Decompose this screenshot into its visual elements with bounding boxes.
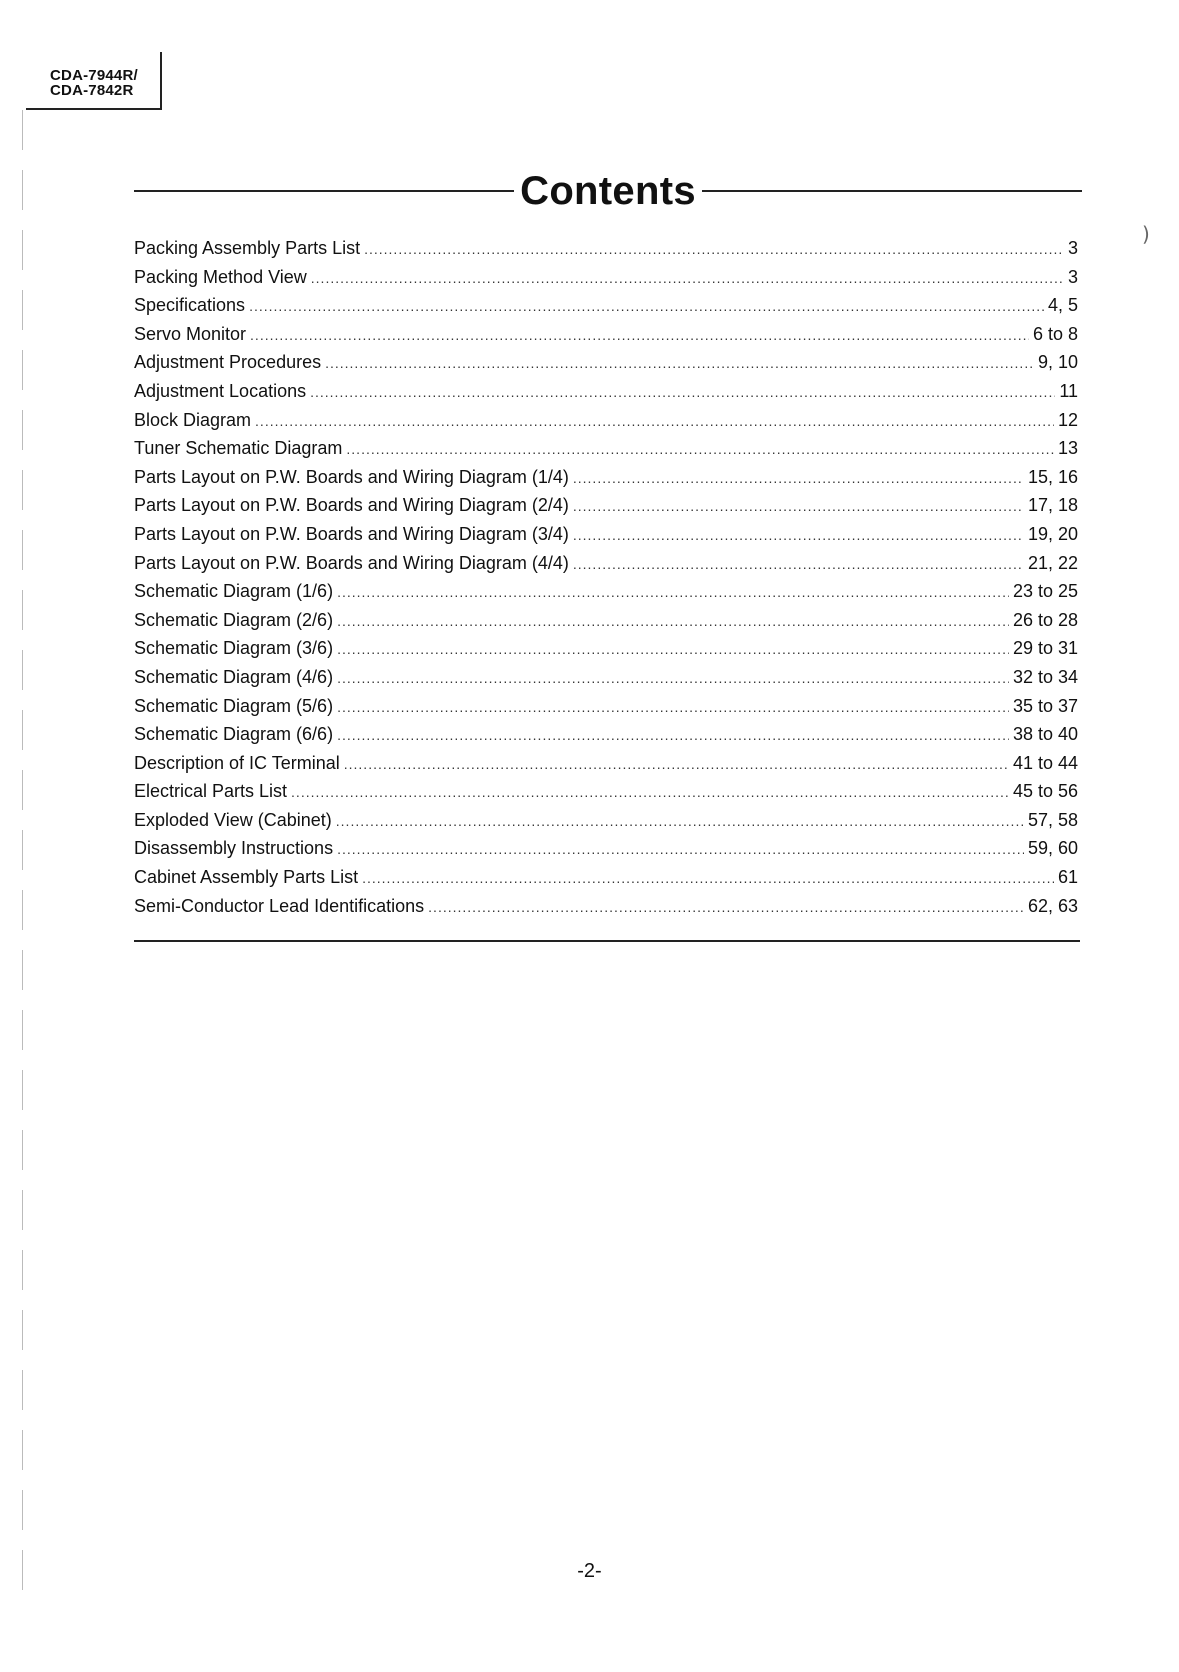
scan-artifact-mark: ) — [1142, 222, 1150, 246]
heading-rule-right — [702, 190, 1082, 192]
toc-entry-page: 26 to 28 — [1012, 609, 1078, 630]
toc-entry — [134, 320, 1078, 349]
toc-dot-leader — [364, 235, 1064, 264]
toc-entry — [134, 549, 1078, 578]
toc-entry — [134, 749, 1078, 778]
toc-dot-leader — [311, 264, 1064, 293]
toc-entry-title: Schematic Diagram (3/6) — [134, 638, 334, 659]
toc-entry-page: 57, 58 — [1027, 809, 1078, 830]
page-title: Contents — [520, 168, 696, 213]
toc-dot-leader — [310, 378, 1055, 407]
toc-entry-title: Cabinet Assembly Parts List — [134, 867, 359, 888]
model-number-line-2: CDA-7842R — [50, 82, 134, 99]
toc-entry-title: Parts Layout on P.W. Boards and Wiring Diagram (4/4) — [134, 552, 569, 573]
toc-entry-title: Schematic Diagram (2/6) — [134, 609, 334, 630]
toc-entry-page: 21, 22 — [1027, 552, 1078, 573]
toc-entry — [134, 463, 1078, 492]
toc-entry — [134, 263, 1078, 292]
toc-dot-leader — [337, 635, 1009, 664]
toc-entry-title: Electrical Parts List — [134, 781, 288, 802]
toc-entry — [134, 777, 1078, 806]
toc-dot-leader — [428, 893, 1024, 922]
toc-dot-leader — [346, 435, 1054, 464]
toc-dot-leader — [362, 864, 1054, 893]
toc-entry-title: Parts Layout on P.W. Boards and Wiring Diagram (3/4) — [134, 523, 569, 544]
toc-entry — [134, 892, 1078, 921]
toc-dot-leader — [250, 321, 1029, 350]
toc-entry-page: 61 — [1057, 867, 1078, 888]
toc-entry-title: Schematic Diagram (6/6) — [134, 724, 334, 745]
toc-dot-leader — [337, 578, 1009, 607]
toc-entry — [134, 720, 1078, 749]
toc-entry-title: Adjustment Procedures — [134, 352, 322, 373]
contents-bottom-rule — [134, 940, 1080, 942]
toc-entry-page: 17, 18 — [1027, 495, 1078, 516]
toc-entry-title: Schematic Diagram (5/6) — [134, 695, 334, 716]
toc-entry — [134, 434, 1078, 463]
toc-entry-title: Specifications — [134, 295, 246, 316]
toc-dot-leader — [573, 464, 1024, 493]
toc-entry-title: Schematic Diagram (1/6) — [134, 581, 334, 602]
toc-entry-page: 13 — [1057, 438, 1078, 459]
toc-entry-title: Parts Layout on P.W. Boards and Wiring Diagram (1/4) — [134, 466, 569, 487]
toc-entry-page: 3 — [1067, 266, 1078, 287]
model-number-line-1: CDA-7944R/ — [50, 67, 138, 84]
toc-entry — [134, 834, 1078, 863]
toc-entry-page: 29 to 31 — [1012, 638, 1078, 659]
contents-heading — [134, 165, 1082, 217]
toc-dot-leader — [337, 693, 1009, 722]
toc-dot-leader — [573, 521, 1024, 550]
toc-dot-leader — [344, 750, 1009, 779]
toc-entry-page: 35 to 37 — [1012, 695, 1078, 716]
toc-entry-page: 45 to 56 — [1012, 781, 1078, 802]
toc-entry-title: Adjustment Locations — [134, 380, 307, 401]
toc-dot-leader — [291, 778, 1009, 807]
toc-entry — [134, 863, 1078, 892]
toc-entry-page: 4, 5 — [1047, 295, 1078, 316]
toc-dot-leader — [337, 835, 1024, 864]
toc-entry-title: Disassembly Instructions — [134, 838, 334, 859]
toc-entry-page: 23 to 25 — [1012, 581, 1078, 602]
toc-entry — [134, 234, 1078, 263]
toc-entry-title: Servo Monitor — [134, 323, 247, 344]
toc-dot-leader — [337, 607, 1009, 636]
toc-entry-page: 6 to 8 — [1032, 323, 1078, 344]
toc-entry-page: 59, 60 — [1027, 838, 1078, 859]
toc-entry — [134, 663, 1078, 692]
toc-entry-title: Tuner Schematic Diagram — [134, 438, 343, 459]
page-number: -2- — [577, 1560, 602, 1582]
toc-entry — [134, 491, 1078, 520]
toc-dot-leader — [573, 492, 1024, 521]
model-number-box — [26, 52, 162, 110]
toc-entry-page: 41 to 44 — [1012, 752, 1078, 773]
toc-entry-title: Schematic Diagram (4/6) — [134, 666, 334, 687]
toc-dot-leader — [573, 550, 1024, 579]
toc-entry-title: Semi-Conductor Lead Identifications — [134, 895, 425, 916]
toc-entry — [134, 377, 1078, 406]
toc-entry-title: Block Diagram — [134, 409, 252, 430]
toc-entry — [134, 348, 1078, 377]
toc-entry — [134, 634, 1078, 663]
toc-entry-title: Exploded View (Cabinet) — [134, 809, 332, 830]
toc-entry — [134, 406, 1078, 435]
toc-entry-title: Packing Assembly Parts List — [134, 238, 361, 258]
toc-dot-leader — [336, 807, 1024, 836]
toc-dot-leader — [337, 721, 1009, 750]
toc-entry-page: 9, 10 — [1037, 352, 1078, 373]
toc-dot-leader — [249, 292, 1044, 321]
toc-entry-page: 12 — [1057, 409, 1078, 430]
toc-entry — [134, 577, 1078, 606]
toc-entry-title: Parts Layout on P.W. Boards and Wiring Diagram (2/4) — [134, 495, 569, 516]
table-of-contents — [134, 234, 1078, 920]
toc-entry — [134, 606, 1078, 635]
toc-dot-leader — [337, 664, 1009, 693]
scan-left-margin-line — [22, 110, 23, 1610]
toc-entry-page: 32 to 34 — [1012, 666, 1078, 687]
toc-dot-leader — [325, 349, 1034, 378]
toc-dot-leader — [255, 407, 1054, 436]
toc-entry-page: 19, 20 — [1027, 523, 1078, 544]
toc-entry-page: 11 — [1059, 380, 1078, 401]
toc-entry-page: 38 to 40 — [1012, 724, 1078, 745]
toc-entry-title: Description of IC Terminal — [134, 752, 340, 773]
toc-entry — [134, 291, 1078, 320]
toc-entry — [134, 692, 1078, 721]
toc-entry-page: 15, 16 — [1027, 466, 1078, 487]
toc-entry-page: 3 — [1067, 238, 1078, 258]
toc-entry-title: Packing Method View — [134, 266, 307, 287]
heading-rule-left — [134, 190, 514, 192]
toc-entry — [134, 520, 1078, 549]
toc-entry — [134, 806, 1078, 835]
toc-entry-page: 62, 63 — [1027, 895, 1078, 916]
